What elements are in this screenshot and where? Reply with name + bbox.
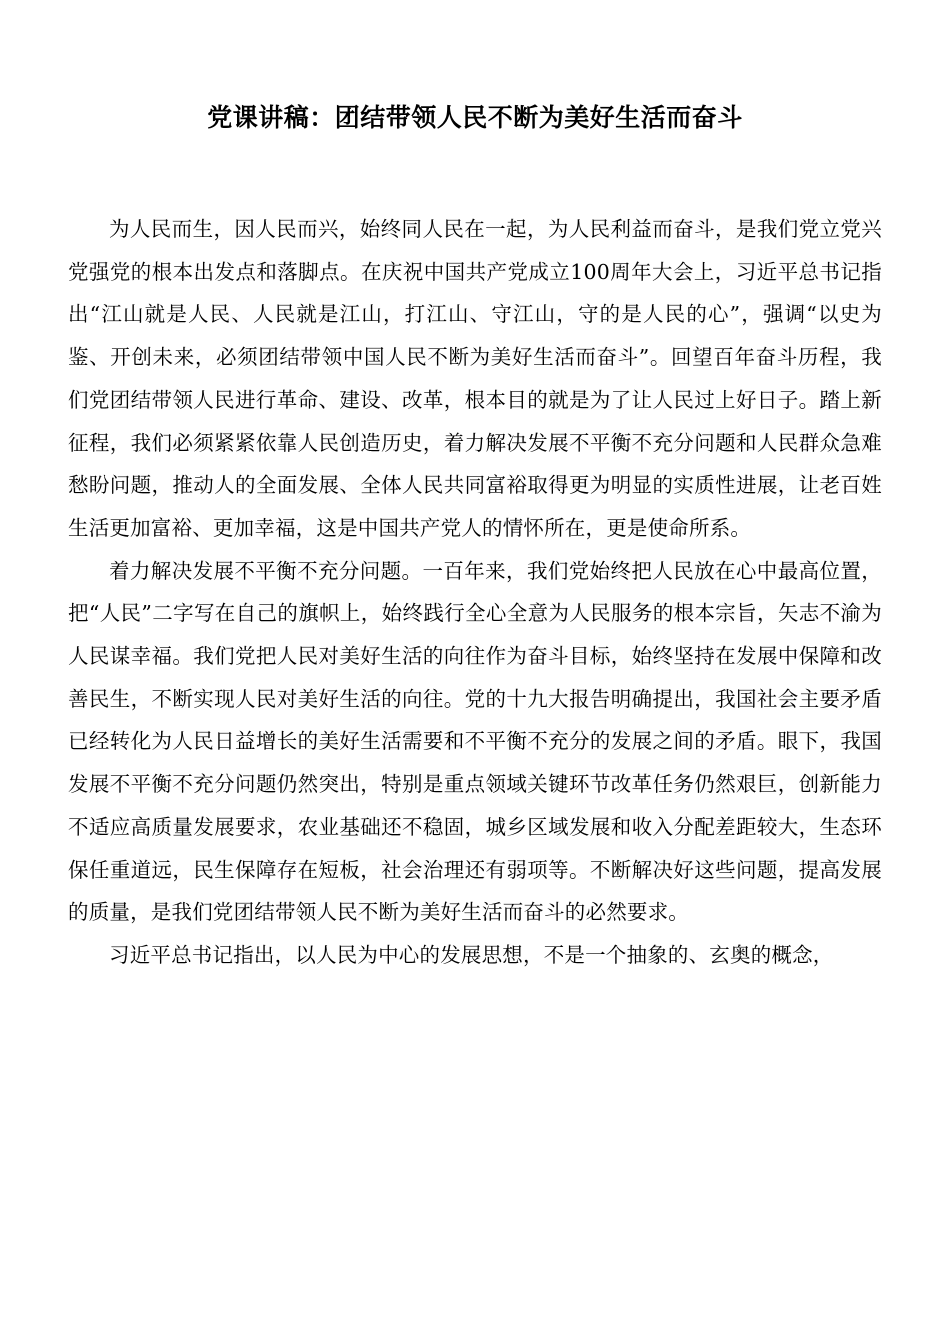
- paragraph-2: 着力解决发展不平衡不充分问题。一百年来，我们党始终把人民放在心中最高位置，把“人民”二字写在自己的旗帜上，始终践行全心全意为人民服务的根本宗旨，矢志不渝为人民谋幸福。我们党把人民对美好生活的向往作为奋斗目标，始终坚持在发展中保障和改善民生，不断实现人民对美好生活的向往。党的十九大报告明确提出，我国社会主要矛盾已经转化为人民日益增长的美好生活需要和不平衡不充分的发展之间的矛盾。眼下，我国发展不平衡不充分问题仍然突出，特别是重点领域关键环节改革任务仍然艰巨，创新能力不适应高质量发展要求，农业基础还不稳固，城乡区域发展和收入分配差距较大，生态环保任重道远，民生保障存在短板，社会治理还有弱项等。不断解决好这些问题，提高发展的质量，是我们党团结带领人民不断为美好生活而奋斗的必然要求。: [68, 558, 882, 925]
- paragraph-1: 为人民而生，因人民而兴，始终同人民在一起，为人民利益而奋斗，是我们党立党兴党强党的根本出发点和落脚点。在庆祝中国共产党成立100周年大会上，习近平总书记指出“江山就是人民、人民就是江山，打江山、守江山，守的是人民的心”，强调“以史为鉴、开创未来，必须团结带领中国人民不断为美好生活而奋斗”。回望百年奋斗历程，我们党团结带领人民进行革命、建设、改革，根本目的就是为了让人民过上好日子。踏上新征程，我们必须紧紧依靠人民创造历史，着力解决发展不平衡不充分问题和人民群众急难愁盼问题，推动人的全面发展、全体人民共同富裕取得更为明显的实质性进展，让老百姓生活更加富裕、更加幸福，这是中国共产党人的情怀所在，更是使命所系。: [68, 217, 882, 540]
- document-body: [68, 208, 882, 977]
- document-title: 党课讲稿：团结带领人民不断为美好生活而奋斗: [207, 103, 743, 132]
- paragraph-3: 习近平总书记指出，以人民为中心的发展思想，不是一个抽象的、玄奥的概念，: [109, 942, 834, 967]
